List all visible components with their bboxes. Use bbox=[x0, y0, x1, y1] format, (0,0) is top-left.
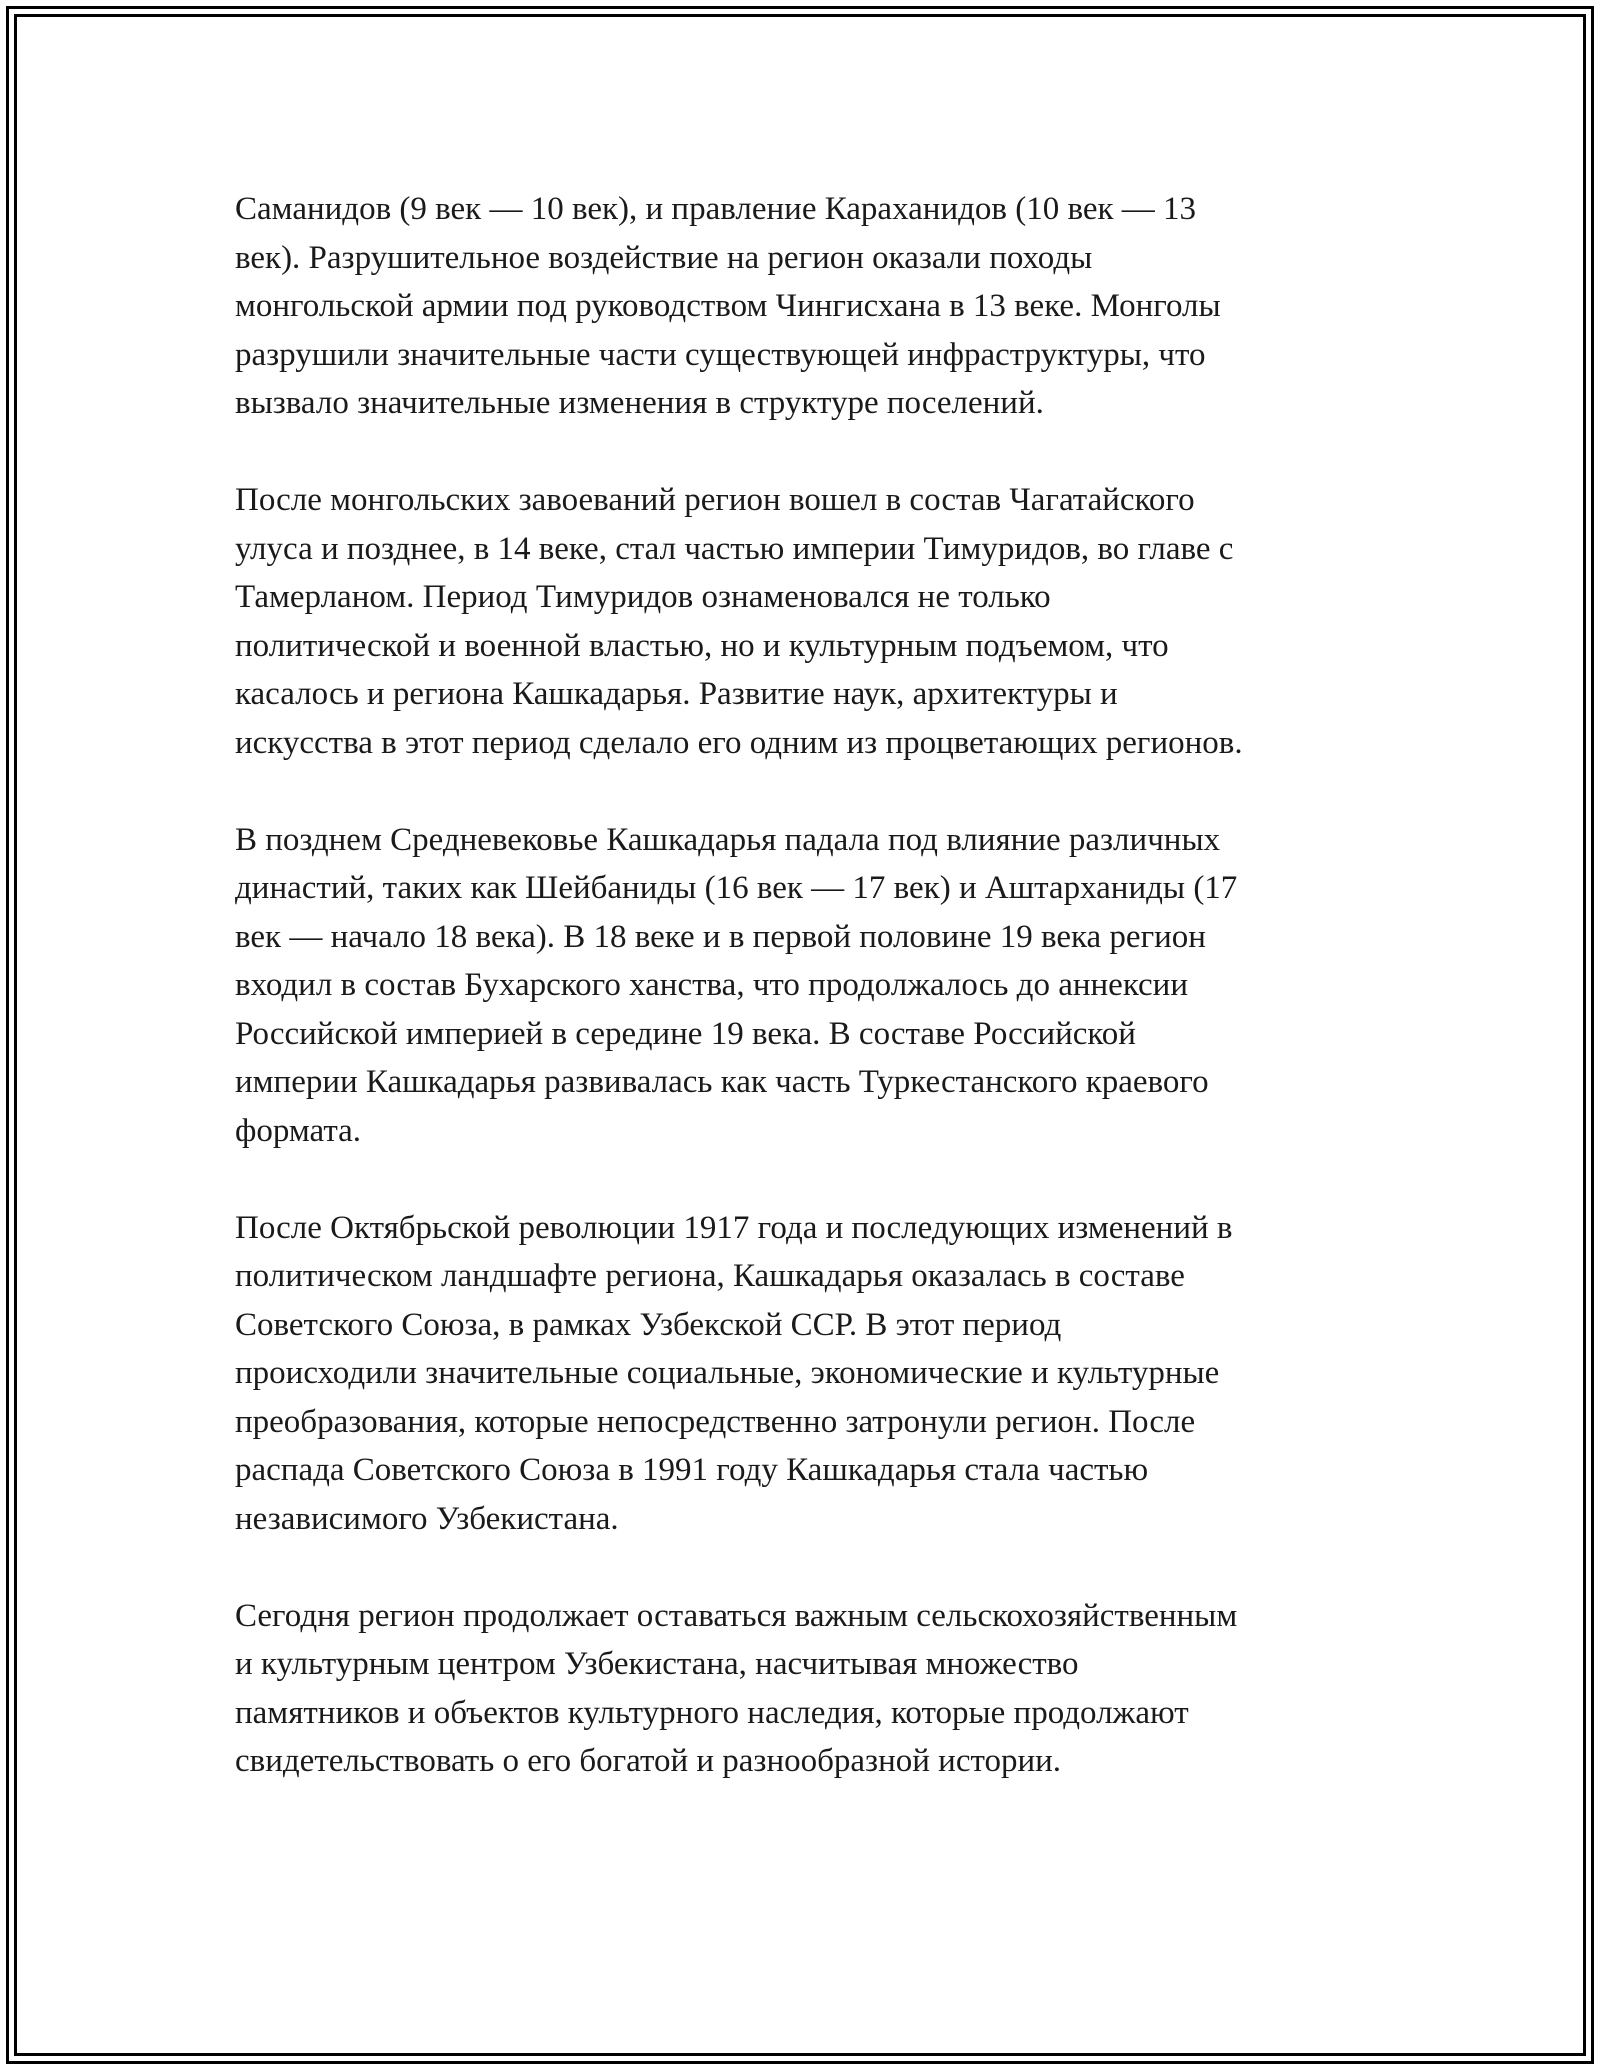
paragraph-4: После Октябрьской революции 1917 года и последующих изменений в политическом ландшафте региона, Кашкадарья оказалась в составе Советского Союза, в рамках Узбекской ССР. В этот период происходили значительные социальные, экономические и культурные преобразования, которые непосредственно затронули регион. После распада Советского Союза в 1991 году Кашкадарья стала частью независимого Узбекистана. bbox=[235, 1209, 1233, 1537]
paragraph-2: После монгольских завоеваний регион вошел в состав Чагатайского улуса и позднее, в 14 веке, стал частью империи Тимуридов, во главе с Тамерланом. Период Тимуридов ознаменовался не только политической и военной властью, но и культурным подъемом, что касалось и региона Кашкадарья. Развитие наук, архитектуры и искусства в этот период сделало его одним из процветающих регионов. bbox=[235, 482, 1243, 761]
paragraph-1: Саманидов (9 век — 10 век), и правление Караханидов (10 век — 13 век). Разрушительное воздействие на регион оказали походы монгольской армии под руководством Чингисхана в 13 веке. Монголы разрушили значительные части существующей инфраструктуры, что вызвало значительные изменения в структуре поселений. bbox=[235, 191, 1221, 421]
paragraph-5: Сегодня регион продолжает оставаться важным сельскохозяйственным и культурным центром Узбекистана, насчитывая множество памятников и объектов культурного наследия, которые продолжают свидетельствовать о его богатой и разнообразной истории. bbox=[235, 1597, 1238, 1779]
paragraph-3: В позднем Средневековье Кашкадарья падала под влияние различных династий, таких как Шейбаниды (16 век — 17 век) и Аштарханиды (17 век — начало 18 века). В 18 веке и в первой половине 19 века регион входил в состав Бухарского ханства, что продолжалось до аннексии Российской империей в середине 19 века. В составе Российской империи Кашкадарья развивалась как часть Туркестанского краевого формата. bbox=[235, 821, 1238, 1149]
document-body bbox=[235, 185, 1365, 1786]
